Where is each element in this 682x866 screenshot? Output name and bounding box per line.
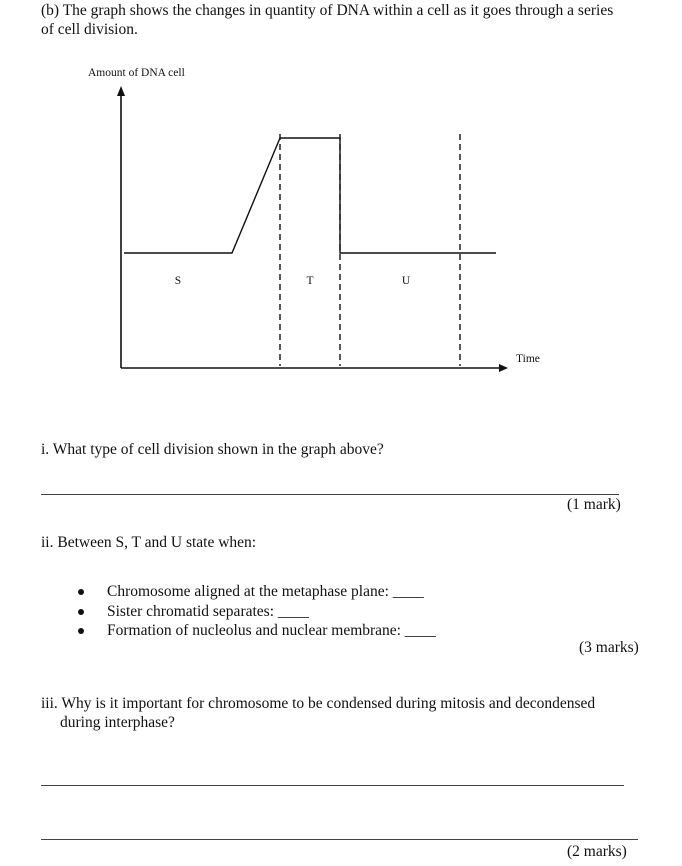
question-3-line-1: iii. Why is it important for chromosome to be condensed during mitosis and decondensed — [41, 695, 596, 712]
question-1-marks: (1 mark) — [567, 496, 621, 513]
x-axis-arrowhead — [499, 364, 508, 372]
bullet-item — [78, 602, 436, 622]
question-2-marks: (3 marks) — [579, 639, 639, 656]
answer-line-3a — [41, 785, 624, 786]
answer-line-1 — [41, 494, 619, 495]
question-2-bullet-list — [78, 582, 436, 641]
bullet-text: Chromosome aligned at the metaphase plane: ____ — [107, 583, 424, 600]
bullet-text: Sister chromatid separates: ____ — [107, 602, 309, 620]
x-axis-label: Time — [516, 353, 540, 365]
bullet-dot — [78, 628, 84, 634]
answer-line-3b — [41, 839, 638, 840]
dna-amount-chart — [0, 0, 682, 420]
question-3-line-2: during interphase? — [60, 714, 175, 731]
question-b-line-1: (b) The graph shows the changes in quantity of DNA within a cell as it goes through a series — [41, 2, 614, 19]
bullet-dot — [78, 589, 84, 595]
bullet-text: Formation of nucleolus and nuclear membrane: ____ — [107, 622, 436, 639]
bullet-item — [78, 621, 436, 641]
question-3-text — [41, 694, 595, 732]
region-label-s: S — [174, 275, 182, 287]
question-1-text: i. What type of cell division shown in the graph above? — [41, 441, 384, 458]
region-label-u: U — [401, 275, 411, 287]
question-b-line-2: of cell division. — [41, 21, 138, 38]
dna-series-line — [124, 138, 496, 253]
bullet-dot — [78, 609, 84, 615]
question-3-marks: (2 marks) — [567, 843, 627, 860]
region-label-t: T — [306, 275, 314, 287]
bullet-item — [78, 582, 436, 602]
y-axis-label: Amount of DNA cell — [88, 67, 185, 79]
y-axis-arrowhead — [117, 86, 125, 96]
question-2-text: ii. Between S, T and U state when: — [41, 534, 257, 551]
